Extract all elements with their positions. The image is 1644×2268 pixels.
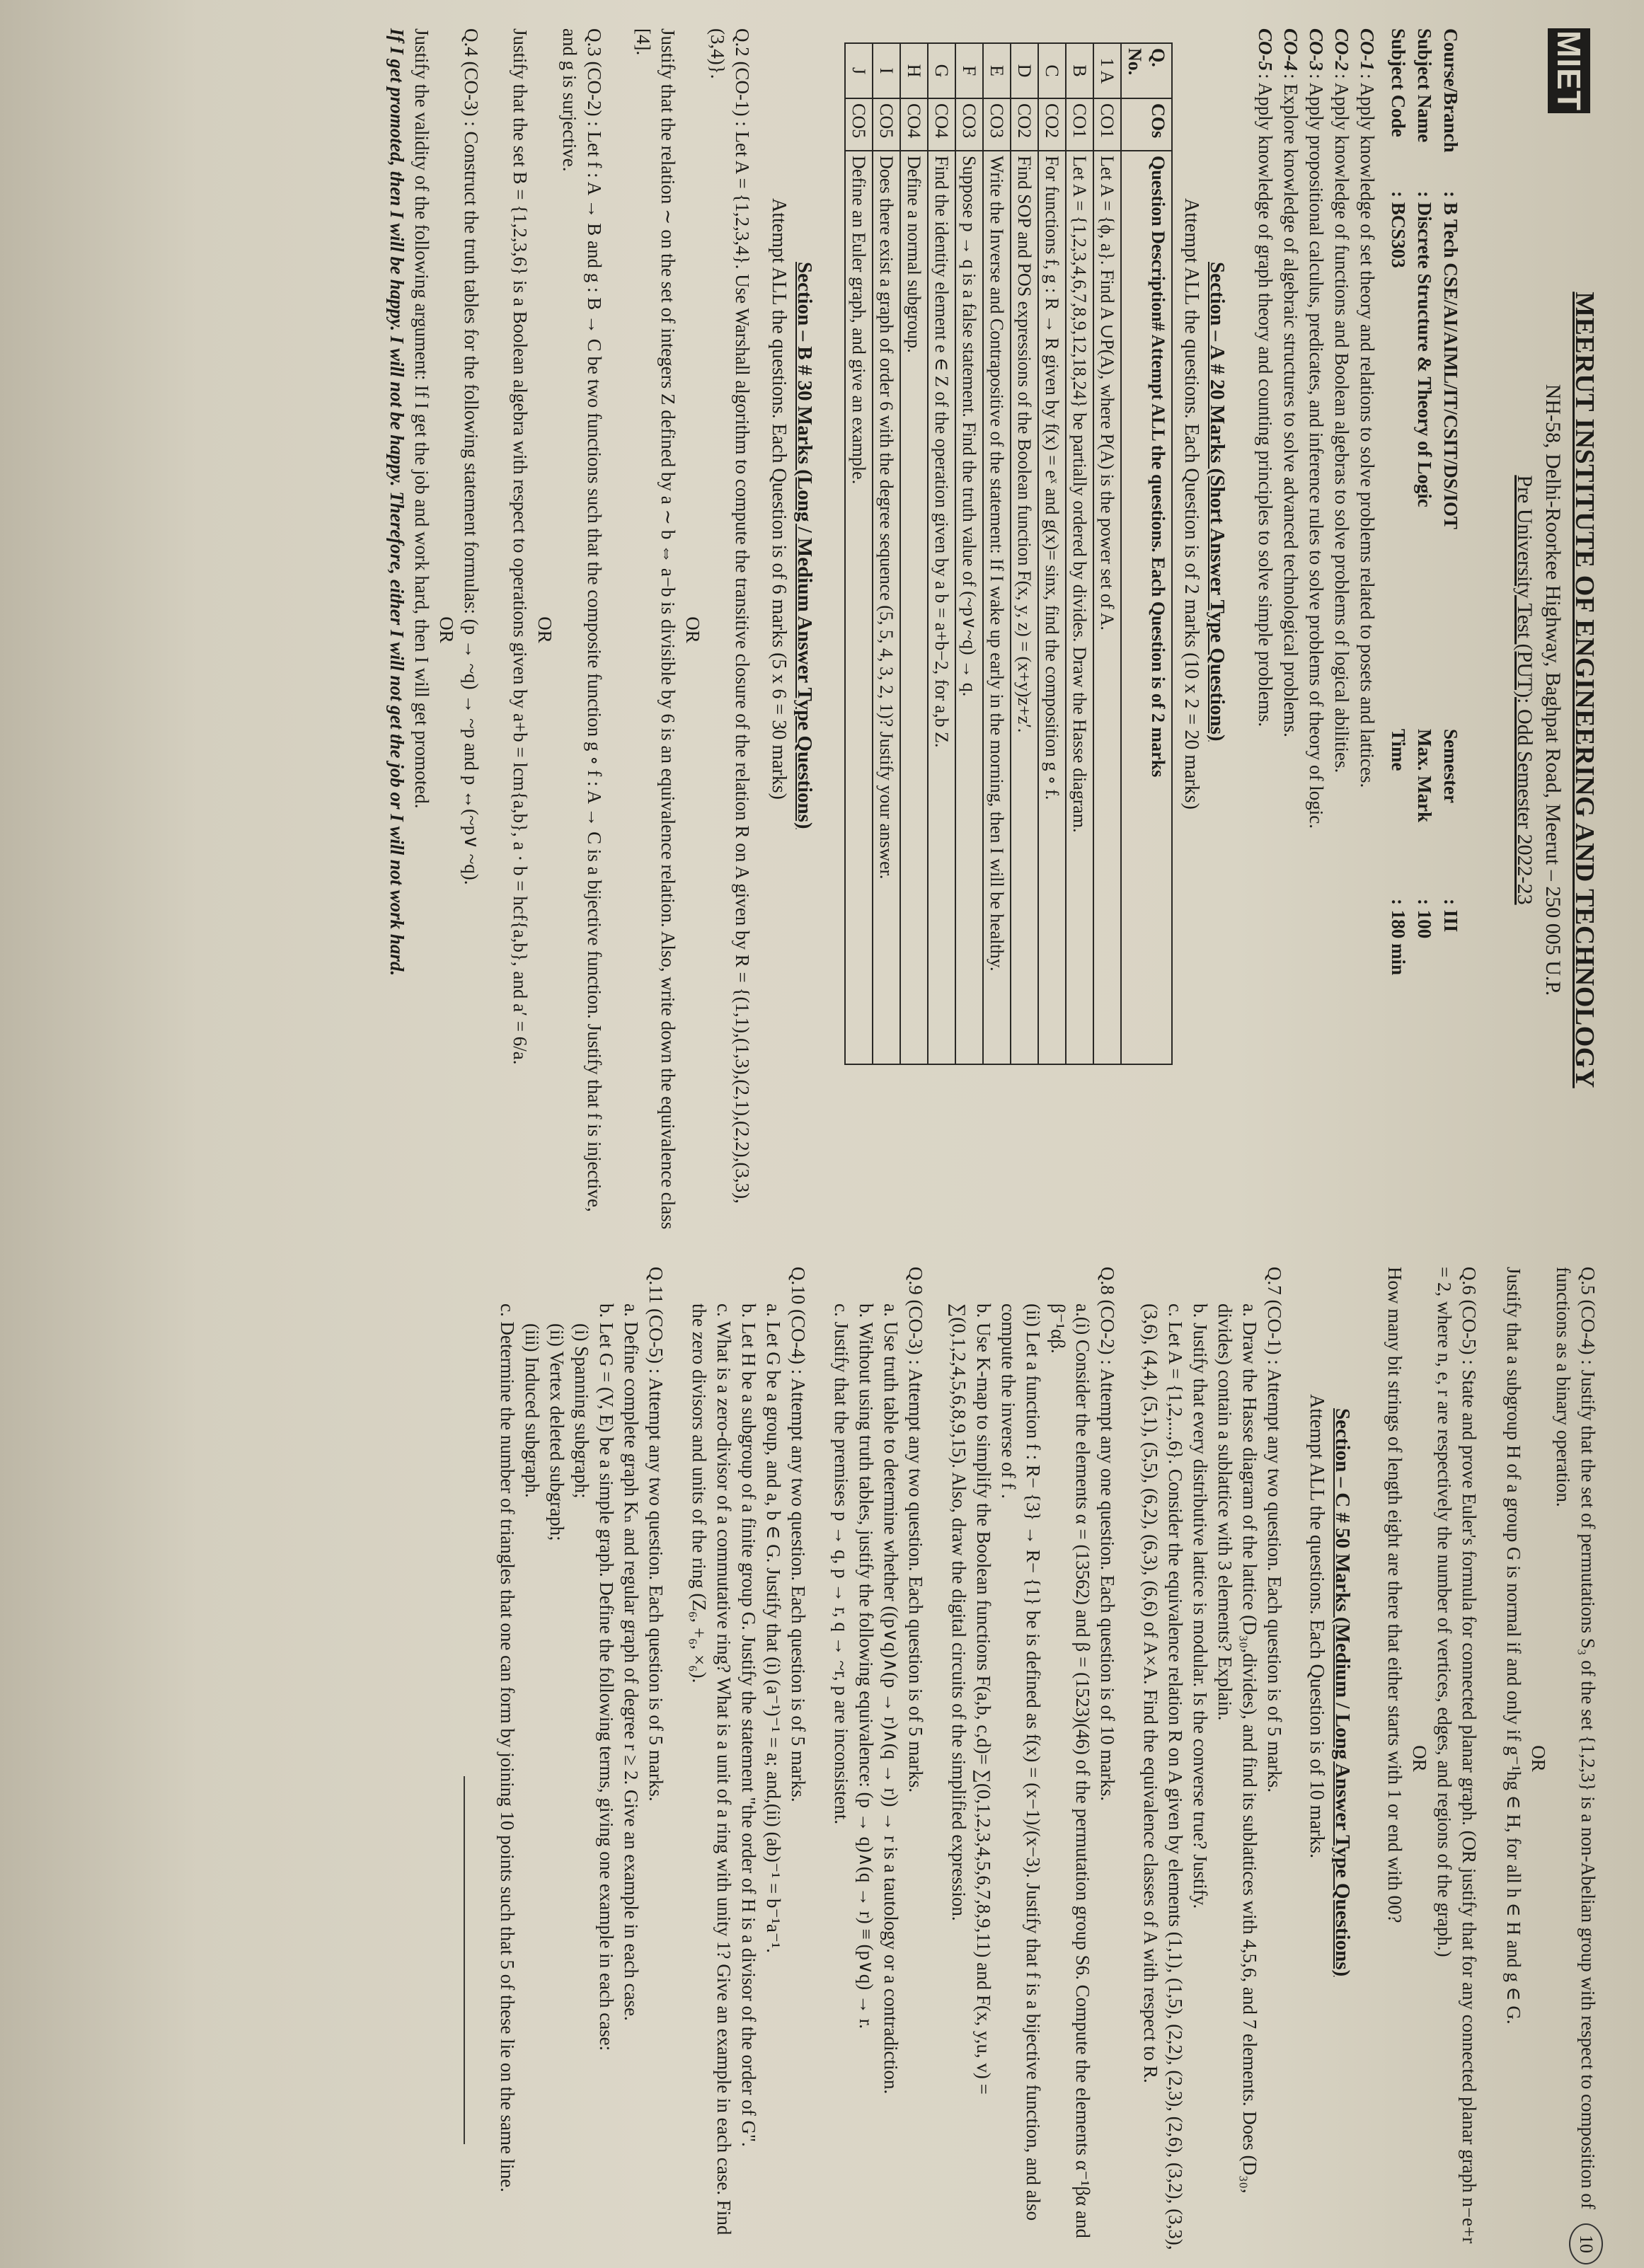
section-a-title: Section – A # 20 Marks (Short Answer Type Questions) bbox=[1206, 262, 1229, 742]
question-7b: b. Justify that every distributive lattice is modular. Is the converse true? Justify. bbox=[1190, 1303, 1211, 1909]
co-key: CO-2 bbox=[1331, 28, 1352, 71]
semester-value: : III bbox=[1440, 899, 1461, 933]
or-separator: OR bbox=[1409, 1745, 1430, 1772]
table-header-row bbox=[1121, 43, 1172, 1064]
question-3-alt: Justify that the set B = {1,2,3,6} is a Boolean algebra with respect to operations given by a+b = lcm{a,b}, a · b = hcf{a,b}, and a′ = 6/a. bbox=[510, 28, 531, 1065]
table-row bbox=[873, 43, 900, 1064]
q-text: Write the Inverse and Contrapositive of the statement: If I wake up early in the morning, then I will be healthy. bbox=[983, 151, 1011, 1064]
institute-logo: MIET bbox=[1548, 28, 1590, 113]
or-separator: OR bbox=[534, 616, 556, 643]
co-key: CO-3 bbox=[1306, 28, 1327, 71]
question-8a-ii: (ii) Let a function f : R− {3} → R− {1} be is defined as f(x) = (x−1)/(x−3). Justify that f is a bijective function, and also compute the inverse of f . bbox=[998, 1303, 1044, 2221]
table-row bbox=[1038, 43, 1066, 1064]
table-row bbox=[1011, 43, 1038, 1064]
header bbox=[1466, 28, 1600, 1231]
q-text: Find the identity element e ∈ Z of the operation given by a b = a+b−2, for a,b Z. bbox=[928, 151, 955, 1064]
q-number: D bbox=[1011, 43, 1038, 98]
co-row bbox=[1253, 28, 1278, 1231]
co-row bbox=[1304, 28, 1329, 1231]
question-6-alt: How many bit strings of length eight are there that either starts with 1 or end with 00? bbox=[1384, 1267, 1406, 1923]
q-number: 1 A bbox=[1093, 43, 1121, 98]
co-text: : Apply knowledge of functions and Boolean algebras to solve problems of logical abilities. bbox=[1331, 74, 1352, 773]
q-co: CO3 bbox=[955, 98, 983, 151]
question-9c: c. Justify that the premises p → q, p → r, q → ~r, p are inconsistent. bbox=[831, 1303, 852, 1825]
question-8: Q.8 (CO-2) : Attempt any one question. Each question is of 10 marks. bbox=[1097, 1267, 1118, 1802]
q-number: E bbox=[983, 43, 1011, 98]
question-2-alt: Justify that the relation ∼ on the set of integers Z defined by a ∼ b ⇔ a−b is divisible by 6 is an equivalence relation. Also, write down the equivalence class [4]. bbox=[633, 28, 679, 1230]
q-text: Suppose p → q is a false statement. Find the truth value of (~p∨~q) → q. bbox=[955, 151, 983, 1064]
right-column bbox=[464, 1267, 1600, 2253]
question-5: Q.5 (CO-4) : Justify that the set of permutations S₃ of the set {1,2,3} is a non-Abelian group with respect to composition of functions as a binary operation. bbox=[1553, 1267, 1599, 2209]
question-9: Q.9 (CO-3) : Attempt any two question. Each question is of 5 marks. bbox=[905, 1267, 926, 1793]
co-key: CO-5 bbox=[1255, 28, 1276, 71]
q-text: Let A = {1,2,3,4,6,7,8,9,12,18,24} be partially ordered by divides. Draw the Hasse diagram. bbox=[1066, 151, 1093, 1064]
maxmark-value: : 100 bbox=[1414, 899, 1435, 939]
left-column bbox=[384, 28, 1600, 1231]
q-number: H bbox=[900, 43, 928, 98]
question-7: Q.7 (CO-1) : Attempt any two question. Each question is of 5 marks. bbox=[1264, 1267, 1285, 1793]
code-label: Subject Code bbox=[1388, 28, 1409, 137]
col-qno: Q. No. bbox=[1121, 43, 1172, 98]
question-10b: b. Let H be a subgroup of a finite group G. Justify the statement "the order of H is a divisor of the order of G". bbox=[738, 1303, 759, 2147]
question-10a: a. Let G be a group, and a, b ∈ G. Justify that (i) (a⁻¹)⁻¹ = a; and,(ii) (ab)⁻¹ = b⁻¹a⁻¹. bbox=[763, 1303, 784, 1953]
question-3: Q.3 (CO-2) : Let f : A → B and g : B → C be two functions such that the composite function g ∘ f : A → C is a bijective function. Justify that f is injective, and g is surjective. bbox=[559, 28, 605, 1212]
page-number-circle: 10 bbox=[1569, 2223, 1603, 2264]
time-label: Time bbox=[1388, 729, 1409, 771]
q-number: G bbox=[928, 43, 955, 98]
question-8a: a.(i) Consider the elements α = (13562) and β = (1523)(46) of the permutation group S6. Compute the elements α⁻¹βα and β⁻¹αβ. bbox=[1047, 1303, 1093, 2238]
q-number: B bbox=[1066, 43, 1093, 98]
q-co: CO3 bbox=[983, 98, 1011, 151]
question-10c: c. What is a zero-divisor of a commutative ring? What is a unit of a ring with unity 1? Give an example in each case. Find the zero divisors and units of the ring (Z₆, +₆, ×₆). bbox=[689, 1303, 735, 2235]
question-11b-ii: (ii) Vertex deleted subgraph; bbox=[546, 1323, 568, 1541]
co-text: : Apply propositional calculus, predicates, and inference rules to solve problems of theory of logic. bbox=[1306, 74, 1327, 829]
co-text: : Apply knowledge of set theory and relations to solve problems related to posets and lattices. bbox=[1357, 74, 1378, 788]
q-co: CO1 bbox=[1093, 98, 1121, 151]
subject-label: Subject Name bbox=[1414, 28, 1435, 143]
co-text: : Apply knowledge of graph theory and counting principles to solve simple problems. bbox=[1255, 74, 1276, 727]
q-co: CO5 bbox=[845, 98, 873, 151]
table-row bbox=[900, 43, 928, 1064]
exam-info bbox=[1387, 28, 1461, 1231]
table-row bbox=[1093, 43, 1121, 1064]
course-value: : B Tech CSE/AI/AIML/IT/CSIT/DS/IOT bbox=[1440, 191, 1461, 529]
question-4-alt-argument: If I get promoted, then I will be happy. I will not be happy. Therefore, either I will not get the job or I will not work hard. bbox=[386, 28, 408, 977]
code-value: : BCS303 bbox=[1388, 191, 1409, 268]
question-9b: b. Without using truth tables, justify the following equivalence: (p → q)∧(q → r) ≡ (p∨q) → r. bbox=[856, 1303, 877, 2029]
question-11: Q.11 (CO-5) : Attempt any two question. Each question is of 5 marks. bbox=[645, 1267, 667, 1802]
question-7a: a. Draw the Hasse diagram of the lattice (D₃₀,divides), and find its sublattices with 4,5,6, and 7 elements. Does (D₃₀, divides) contain a sublattice with 3 elements? Explain. bbox=[1214, 1303, 1260, 2194]
q-text: For functions f, g : R → R given by f(x) = eˣ and g(x)= sinx, find the composition g ∘ f. bbox=[1038, 151, 1066, 1064]
institute-name: MEERUT INSTITUTE OF ENGINEERING AND TECHNOLOGY bbox=[1570, 292, 1599, 1088]
q-number: F bbox=[955, 43, 983, 98]
question-2: Q.2 (CO-1) : Let A = {1,2,3,4}. Use Warshall algorithm to compute the transitive closure of the relation R on A given by R = {(1,1),(1,3),(2,1),(2,2),(3,3),(3,4)}. bbox=[707, 28, 753, 1204]
question-11c: c. Determine the number of triangles that one can form by joining 10 points such that 5 of these lie on the same line. bbox=[497, 1303, 518, 2192]
question-4: Q.4 (CO-3) : Construct the truth tables for the following statement formulas: (p → ~q) → ~p and p ↔(~p∨ ~q). bbox=[461, 28, 482, 885]
institute-address: NH-58, Delhi-Roorkee Highway, Baghpat Road, Meerut – 250 005 U.P. bbox=[1541, 384, 1565, 996]
or-separator: OR bbox=[1528, 1745, 1549, 1772]
question-10: Q.10 (CO-4) : Attempt any two question. Each question is of 5 marks. bbox=[788, 1267, 809, 1802]
section-a-table bbox=[844, 42, 1173, 1065]
q-number: J bbox=[845, 43, 873, 98]
maxmark-label: Max. Mark bbox=[1414, 729, 1435, 822]
q-text: Define a normal subgroup. bbox=[900, 151, 928, 1064]
q-text: Let A = {ϕ, a}. Find A ∪P(A), where P(A) is the power set of A. bbox=[1093, 151, 1121, 1064]
q-co: CO4 bbox=[928, 98, 955, 151]
q-co: CO2 bbox=[1038, 98, 1066, 151]
question-11b-i: (i) Spanning subgraph; bbox=[571, 1323, 592, 1499]
table-row bbox=[983, 43, 1011, 1064]
table-row bbox=[1066, 43, 1093, 1064]
table-row bbox=[845, 43, 873, 1064]
co-key: CO-1 bbox=[1357, 28, 1378, 71]
table-row bbox=[955, 43, 983, 1064]
question-11b: b. Let G = (V, E) be a simple graph. Define the following terms, giving one example in each case: bbox=[596, 1303, 617, 2051]
section-a-instruction: Attempt ALL the questions. Each Question is of 2 marks (10 x 2 = 20 marks) bbox=[1180, 198, 1202, 810]
q-co: CO1 bbox=[1066, 98, 1093, 151]
section-b-instruction: Attempt ALL the questions. Each Question is of 6 marks (5 x 6 = 30 marks) bbox=[768, 198, 790, 800]
q-co: CO2 bbox=[1011, 98, 1038, 151]
end-rule bbox=[464, 1776, 465, 2144]
co-row bbox=[1278, 28, 1304, 1231]
question-8b: b. Use K-map to simplify the Boolean functions F(a,b, c,d)= ∑(0,1,2,3,4,5,6,7,8,9,11) and F(x, y,u, v) = ∑(0,1,2,4,5,6,8,9,15). Also, draw the digital circuits of the simplified expression. bbox=[948, 1303, 994, 2095]
question-6: Q.6 (CO-5) : State and prove Euler's formula for connected planar graph. (OR justify that for any connected planar graph n−e+r = 2, where n, e, r are respectively the number of vertices, edges, and regions of the graph.) bbox=[1434, 1267, 1480, 2244]
question-9a: a. Use truth table to determine whether ((p∨q)∧(p → r)∧(q → r)) → r is a tautology or a contradiction. bbox=[880, 1303, 902, 2095]
section-b-title: Section – B # 30 Marks (Long / Medium Answer Type Questions) bbox=[793, 262, 816, 829]
co-row bbox=[1355, 28, 1380, 1231]
q-text: Find SOP and POS expressions of the Boolean function F(x, y, z) = (x+y)z+z′. bbox=[1011, 151, 1038, 1064]
course-label: Course/Branch bbox=[1440, 28, 1461, 153]
institute-block bbox=[1512, 248, 1600, 1132]
subject-value: : Discrete Structure & Theory of Logic bbox=[1414, 191, 1435, 507]
or-separator: OR bbox=[682, 616, 703, 643]
co-key: CO-4 bbox=[1280, 28, 1301, 71]
q-number: I bbox=[873, 43, 900, 98]
col-cos: COs bbox=[1121, 98, 1172, 151]
test-title: Pre University Test (PUT): Odd Semester 2022-23 bbox=[1513, 475, 1536, 905]
table-row bbox=[928, 43, 955, 1064]
question-4-alt: Justify the validity of the following argument: If I get the job and work hard, then I will get promoted. bbox=[411, 28, 432, 809]
course-outcomes bbox=[1253, 28, 1380, 1231]
question-5-alt: Justify that a subgroup H of a group G is normal if and only if g⁻¹hg ∈ H, for all h ∈ H and g ∈ G. bbox=[1503, 1267, 1524, 2025]
question-11a: a. Define complete graph Kₙ and regular graph of degree r ≥ 2. Give an example in each case. bbox=[621, 1303, 642, 2021]
q-text: Does there exist a graph of order 6 with the degree sequence (5, 5, 4, 3, 2, 1)? Justify your answer. bbox=[873, 151, 900, 1064]
section-c-title: Section – C # 50 Marks (Medium / Long Answer Type Questions) bbox=[1331, 1408, 1354, 1977]
semester-label: Semester bbox=[1440, 729, 1461, 803]
q-number: C bbox=[1038, 43, 1066, 98]
co-text: : Explore knowledge of algebraic structures to solve advanced technological problems. bbox=[1280, 74, 1301, 737]
q-co: CO5 bbox=[873, 98, 900, 151]
question-11b-iii: (iii) Induced subgraph. bbox=[522, 1323, 543, 1498]
question-7c: c. Let A = {1,2,...,6}. Consider the equivalence relation R on A given by elements (1,1), (1,5), (2,2), (2,3), (2,6), (3,2), (3,3), (3,6), (4,4), (5,1), (5,5), (6,2), (6,3), (6,6) of A×A. Find the equivalence classes of A with respect to R. bbox=[1140, 1303, 1186, 2250]
section-c-instruction: Attempt ALL the questions. Each Question is of 10 marks. bbox=[1306, 1394, 1328, 1859]
q-text: Define an Euler graph, and give an example. bbox=[845, 151, 873, 1064]
time-value: : 180 min bbox=[1388, 899, 1409, 975]
co-row bbox=[1329, 28, 1355, 1231]
q-co: CO4 bbox=[900, 98, 928, 151]
or-separator: OR bbox=[436, 616, 457, 643]
col-description: Question Description# Attempt ALL the questions. Each Question is of 2 marks bbox=[1121, 151, 1172, 1064]
